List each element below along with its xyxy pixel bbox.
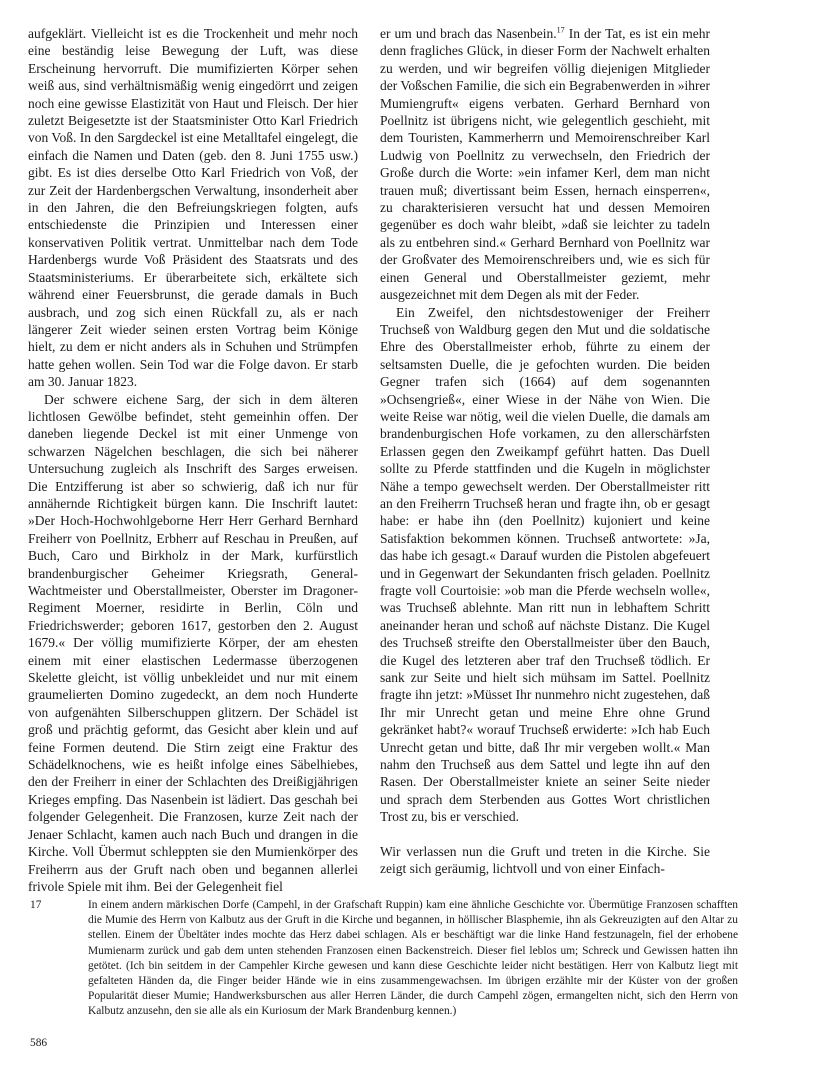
footnote-text: In einem andern märkischen Dorfe (Campehl, in der Grafschaft Ruppin) kam eine ähnliche Geschichte vor. Übermütige Franzosen schafften die Mumie des Herrn von Kalbutz aus der Gruft in die Kirche und begannen, in höllischer Blasphemie, ihn als Gekreuzigten auf den Altar zu stellen. Einem der Übeltäter indes mochte das Herz dabei schlagen. Als er beschäftigt war die linke Hand festzunageln, fiel der erhobene Mumienarm zurück und gab dem unten stehenden Franzosen einen Backenstreich. Dieser fiel leblos um; Schreck und Gewissen hatten ihn getötet. (Ich bin seitdem in der Campehler Kirche gewesen und kann diese Geschichte leider nicht bestätigen. Herr von Kalbutz liegt mit gefalteten Händen da, die Finger beider Hände wie in eins zusammengewachsen. Im übrigen erzählte mir der Küster von der großen Popularität dieser Mumie; Handwerksburschen aus aller Herren Länder, die durch Campehl zögen, ermangelten nicht, sich den Herrn von Kalbutz anzusehn, den sie alle als ein Kuriosum der Mark Brandenburg kennen.) bbox=[88, 899, 738, 1018]
paragraph-text: er um und brach das Nasenbein. bbox=[380, 26, 557, 41]
paragraph: aufgeklärt. Vielleicht ist es die Trockenheit und mehr noch eine beständig leise Bewegung der Luft, was diese Erscheinung hervorruft. Die mumifizierten Körper sehen weiß aus, sind verhältnismäßig wenig eingedörrt und zeigen noch eine gewisse Elastizität von Haut und Fleisch. Der hier zuletzt Beigesetzte ist der Staatsminister Otto Karl Friedrich von Voß. In den Sargdeckel ist eine Metalltafel eingelegt, die einfach die Namen und Daten (geb. den 8. Juni 1755 usw.) gibt. Es ist dies derselbe Otto Karl Friedrich von Voß, der zur Zeit der Hardenbergschen Verwaltung, insonderheit aber in den Jahren, die den Befreiungskriegen folgten, aufs entschiedenste die Prinzipien und Interessen einer konservativen Politik vertrat. Unmittelbar nach dem Tode Hardenbergs wurde Voß Präsident des Staatsrats und des Staatsministeriums. Er überarbeitete sich, erkältete sich während einer Feuersbrunst, die gerade damals in Buch ausbrach, und zog sich einen Rückfall zu, als er nach längerer Zeit wieder seinen ersten Vortrag beim Könige hielt, zu dem er nicht anders als in Schuhen und Strümpfen hatte gehen wollen. Sein Tod war die Folge davon. Er starb am 30. Januar 1823. bbox=[28, 26, 358, 390]
paragraph bbox=[380, 25, 710, 304]
paragraph-text: In der Tat, es ist ein mehr denn fragliches Glück, in dieser Form der Nachwelt erhalten zu werden, und wir begreifen völlig diejenigen Mitglieder der Voßschen Familie, die sich ein Begrabenwerden in »ihrer Mumiengruft« eigens verbaten. Gerhard Bernhard von Poellnitz ist übrigens nicht, wie gelegentlich geschieht, mit dem Touristen, Kammerherrn und Memoirenschreiber Karl Ludwig von Poellnitz zu verwechseln, den Friedrich der Große durch die Worte: »ein infamer Kerl, dem man nicht trauen muß; divertissant beim Essen, hernach einsperren«, zu charakterisieren versucht hat und dessen Memoiren gegenüber es doch wahr bleibt, »daß sie leichter zu tadeln als zu entbehren sind.« Gerhard Bernhard von Poellnitz war der Großvater des Memoirenschreibers und, wie es sich für einen General und Oberstallmeister geziemt, mehr ausgezeichnet mit dem Degen als mit der Feder. bbox=[380, 26, 710, 303]
paragraph: Ein Zweifel, den nichtsdestoweniger der Freiherr Truchseß von Waldburg gegen den Mut und die soldatische Ehre des Oberstallmeister erhob, führte zu einem der seltsamsten Duelle, die je gefochten wurden. Die beiden Gegner trafen sich (1664) auf dem sogenannten »Ochsengrieß«, einer Wiese in der Nähe von Wien. Die weite Reise war nötig, weil die vielen Duelle, die damals am brandenburgischen Hofe vorkamen, zu den allerschärfsten Erlassen gegen den Zweikampf geführt hatten. Das Duell sollte zu Pferde stattfinden und die Kugeln in möglichster Nähe a tempo gewechselt werden. Der Oberstallmeister ritt an den Freiherrn Truchseß heran und fragte ihn, ob er gesagt habe: er habe ihn (den Poellnitz) kujoniert und keine Satisfaktion bekommen können. Truchseß antwortete: »Ja, das habe ich gesagt.« Darauf wurden die Pistolen abgefeuert und in Gegenwart der Sekundanten frisch geladen. Poellnitz fragte voll Courtoisie: »ob man die Pferde wechseln wolle«, was Truchseß ablehnte. Man ritt nun in lebhaftem Schritt aneinander heran und schoß auf nächste Distanz. Die Kugel des Truchseß streifte den Oberstallmeister über den Bauch, die Kugel des letzteren aber traf den Truchseß tödlich. Er sank zur Seite und hielt sich mühsam im Sattel. Poellnitz fragte ihn jetzt: »Müsset Ihr nunmehro nicht zugestehen, daß Ihr mir Unrecht getan und meine Ehre ohne Grund gekränket habt?« worauf Truchseß erwiderte: »Ich hab Euch Unrecht getan und bitte, daß Ihr mir vergeben wollt.« Man nahm den Truchseß aus dem Sattel und legte ihn auf den Rasen. Der Oberstallmeister kniete an seiner Seite nieder und sprach dem Sterbenden aus Gottes Wort christlichen Trost zu, bis er verschied. bbox=[380, 304, 710, 825]
paragraph: Der schwere eichene Sarg, der sich in dem älteren lichtlosen Gewölbe befindet, steht gemeinhin offen. Der daneben liegende Deckel ist mit einer Unmenge von schwarzen Nägelchen beschlagen, die sich bei näherer Untersuchung zugleich als Inschrift des Sarges erweisen. Die Entzifferung ist aber so schwierig, daß ich nur für annähernde Richtigkeit bürgen kann. Die Inschrift lautet: »Der Hoch-Hochwohlgeborne Herr Herr Gerhard Bernhard Freiherr von Poellnitz, Erbherr auf Reschau in Preußen, auf Buch, Caro und Birkholz in der Mark, kurfürstlich brandenburgischer Geheimer Kriegsrath, General-Wachtmeister und Oberstallmeister, Oberster im Dragoner-Regiment Moerner, residirte in Berlin, Cöln und Friedrichswerder; geboren 1617, gestorben den 2. August 1679.« Der völlig mumifizierte Körper, der am ehesten einem mit einer elastischen Ledermasse überzogenen Skelette gleicht, ist völlig unbekleidet und nur mit einem graumelierten Domino zugedeckt, an dem noch Hunderte von aufgenähten Silberschuppen glitzern. Der Schädel ist groß und prächtig geformt, das Gesicht aber klein und auf feine Formen deutend. Die Stirn zeigt eine Fraktur des Schädelknochens, wie es heißt infolge eines Säbelhiebes, den der Freiherr in einer der Schlachten des Dreißigjährigen Krieges empfing. Das Nasenbein ist lädiert. Das geschah bei folgender Gelegenheit. Die Franzosen, kurze Zeit nach der Jenaer Schlacht, kamen auch nach Buch und drangen in die Kirche. Voll Übermut schleppten sie den Mumienkörper des Freiherrn aus der Gruft nach oben und begannen allerlei frivole Spiele mit ihm. Bei der Gelegenheit fiel bbox=[28, 391, 358, 894]
paragraph: Wir verlassen nun die Gruft und treten in die Kirche. Sie zeigt sich geräumig, lichtvoll und von einer Einfach- bbox=[380, 843, 710, 877]
left-text-column bbox=[28, 25, 358, 895]
page-number: 586 bbox=[30, 1037, 48, 1049]
footnote-reference[interactable]: 17 bbox=[556, 25, 565, 35]
right-text-column bbox=[380, 25, 710, 878]
footnote-number: 17 bbox=[30, 899, 42, 911]
